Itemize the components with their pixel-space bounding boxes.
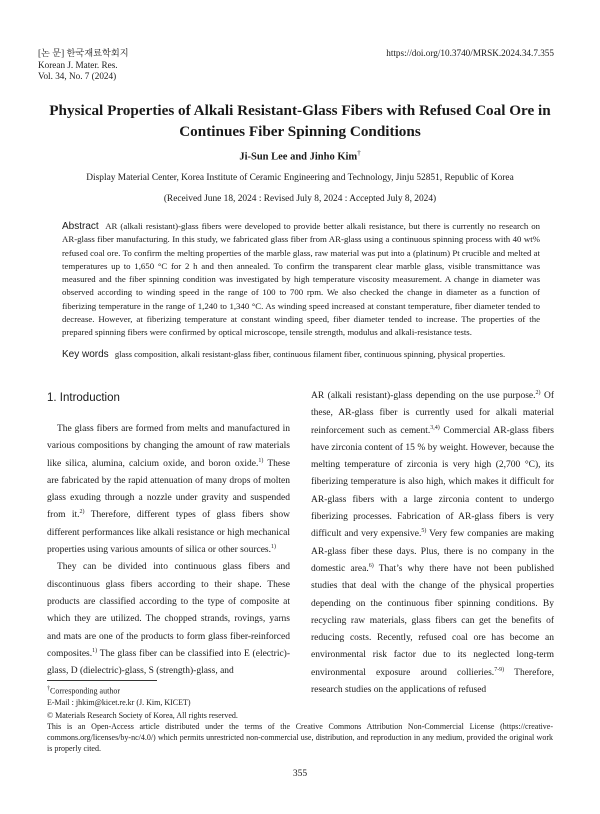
intro-paragraph-2: [47, 559, 290, 680]
copyright-line: © Materials Research Society of Korea, All rights reserved.: [47, 711, 238, 720]
journal-korean-name: [논 문] 한국재료학회지: [38, 48, 129, 58]
page-number: 355: [292, 769, 308, 779]
footnote-divider: [47, 680, 157, 681]
journal-header: [38, 48, 129, 83]
text-run: That’s why there have not been published studies that deal with the change of the physical properties depending on the continuous fiber spinning conditions. By recycling raw materials, glass fibers can get the benefits of reducing costs. Recently, refused coal ore has become an environmental risk factor due to its neglected long-term environmental exposure around collieries.: [311, 563, 554, 678]
text-run: The glass fiber can be classified into E (electric)-glass, D (dielectric)-glass, S (strength)-glass, and: [47, 648, 290, 677]
right-column: [311, 388, 554, 699]
citation: 1): [271, 543, 276, 550]
footnote-corresponding: Corresponding author: [50, 686, 120, 696]
abstract-label: Abstract: [62, 221, 99, 232]
journal-volume: Vol. 34, No. 7 (2024): [38, 71, 117, 81]
text-run: They can be divided into continuous glass fibers and discontinuous glass fibers according to their shape. These products are classified according to the type of composite at which they are utilized. The chopped strands, rovings, yarns and mats are one of the products to form glass fiber-reinforced composites.: [47, 562, 290, 659]
footnote-mark: †: [47, 686, 50, 692]
citation: 7-9): [494, 666, 505, 673]
doi-link[interactable]: https://doi.org/10.3740/MRSK.2024.34.7.355: [386, 48, 554, 58]
received-dates: (Received June 18, 2024 : Revised July 8, 2024 : Accepted July 8, 2024): [163, 194, 437, 204]
keywords: [62, 349, 562, 360]
keywords-text: glass composition, alkali resistant-glass fiber, continuous filament fiber, continuous spinning, physical properties.: [114, 349, 506, 359]
citation: 3,4): [430, 424, 440, 431]
text-run: Commercial AR-glass fibers have zirconia content of 15 % by weight. However, because the melting temperature of zirconia is very high (2,700 °C), its fiberizing temperature is also high, which makes it difficult for AR-glass fibers with a large zirconia content to undergo fiberizing processes. Fabrication of AR-glass fibers is very difficult and very expensive.: [311, 425, 554, 540]
citation: 6): [368, 562, 374, 569]
intro-paragraph-3: [311, 388, 554, 699]
citation: 2): [79, 509, 85, 516]
keywords-label: Key words: [62, 349, 109, 360]
footnote-email[interactable]: E-Mail : jhkim@kicet.re.kr (J. Kim, KICET): [47, 697, 191, 707]
text-run: AR (alkali resistant)-glass depending on the use purpose.: [311, 391, 536, 401]
license-notice: [47, 710, 553, 754]
text-run: The glass fibers are formed from melts and manufactured in various compositions by changing the amount of raw materials like silica, alumina, calcium oxide, and boron oxide.: [47, 424, 290, 469]
text-run: Of these, AR-glass fiber is currently used for alkali material reinforcement such as cement.: [311, 391, 554, 436]
corresponding-mark: †: [357, 149, 361, 157]
intro-paragraph-1: [47, 421, 290, 559]
abstract: [62, 220, 540, 340]
text-run: Very few companies are making AR-glass fiber these days. Plus, there is no company in the domestic area.: [311, 529, 554, 574]
text-run: Therefore, research studies on the applications of refused: [311, 667, 554, 696]
citation: 1): [92, 647, 98, 654]
left-column: [47, 390, 290, 680]
authors-text: Ji-Sun Lee and Jinho Kim: [239, 151, 358, 163]
section-heading: 1. Introduction: [47, 392, 120, 404]
citation: 1): [258, 457, 264, 464]
text-run: Therefore, different types of glass fibers show different performances like alkali resistance or high mechanical properties using various amounts of silica or other sources.: [47, 510, 290, 556]
paper-title: Physical Properties of Alkali Resistant-Glass Fibers with Refused Coal Ore in Continues Fiber Spinning Conditions: [49, 102, 551, 140]
citation: 5): [421, 528, 427, 535]
journal-abbreviation: Korean J. Mater. Res.: [38, 59, 118, 70]
open-access-text: This is an Open-Access article distributed under the terms of the Creative Commons Attribution Non-Commercial License (https://creative-commons.org/licenses/by-nc/4.0/) which permits unrestricted non-commercial use, distribution, and reproduction in any medium, provided the original work is properly cited.: [47, 722, 553, 753]
citation: 2): [535, 389, 541, 396]
affiliation: Display Material Center, Korea Institute of Ceramic Engineering and Technology, Jinju 52851, Republic of Korea: [86, 173, 514, 183]
footnote: [47, 684, 191, 708]
abstract-text: AR (alkali resistant)-glass fibers were developed to provide better alkali resistance, but there is currently no research on AR-glass fiber manufacturing. In this study, we fabricated glass fiber from AR-glass using a continuous spinning process with 40 wt% refused coal ore. To confirm the melting properties of the marble glass, raw material was put into a (platinum) Pt crucible and melted at temperatures up to 1,650 °C for 2 h and then annealed. To confirm the transparent clear marble glass, visible transmittance was measured and the fiber spinning condition was investigated by high temperature viscosity measurement. A change in diameter was observed according to winding speed in the range of 100 to 700 rpm. We also checked the change in diameter as a function of fiberizing temperature in the range of 1,240 to 1,340 °C. As winding speed increased at constant temperature, fiber diameter tended to decrease. However, at fiberizing temperature at constant winding speed, fiber diameter tended to increase. The properties of the prepared spinning fibers were confirmed by optical microscope, tensile strength, modulus and alkali-resistance tests.: [62, 221, 541, 338]
author-list: [0, 149, 600, 163]
text-run: These are fabricated by the rapid attenuation of many drops of molten glass exuding through a nozzle under gravity and suspended from it.: [47, 458, 291, 521]
